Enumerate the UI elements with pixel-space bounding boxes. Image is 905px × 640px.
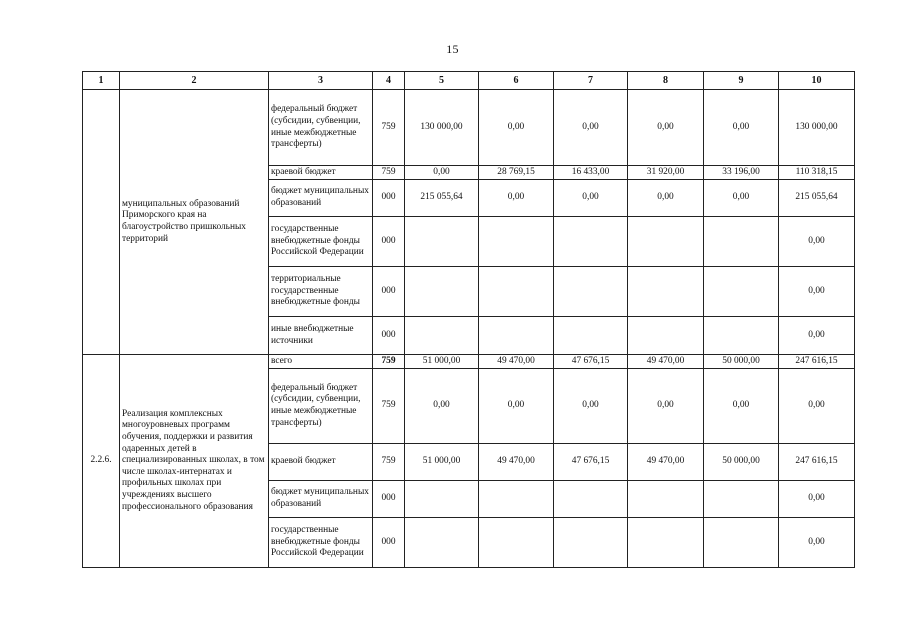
funding-source-cell: краевой бюджет — [269, 444, 373, 481]
funding-source-cell: государственные внебюджетные фонды Российской Федерации — [269, 217, 373, 267]
budget-code-cell: 000 — [373, 518, 405, 568]
value-cell — [479, 481, 554, 518]
column-header: 9 — [704, 72, 779, 90]
funding-source-cell: государственные внебюджетные фонды Российской Федерации — [269, 518, 373, 568]
column-header: 1 — [83, 72, 120, 90]
budget-code-cell: 759 — [373, 444, 405, 481]
funding-source-cell: федеральный бюджет (субсидии, субвенции, иные межбюджетные трансферты) — [269, 369, 373, 444]
column-header: 2 — [120, 72, 269, 90]
funding-source-cell: территориальные государственные внебюджетные фонды — [269, 267, 373, 317]
value-cell: 51 000,00 — [405, 444, 479, 481]
table-row — [83, 355, 855, 369]
value-cell: 47 676,15 — [554, 355, 628, 369]
value-cell: 16 433,00 — [554, 166, 628, 180]
column-header: 6 — [479, 72, 554, 90]
funding-source-cell: иные внебюджетные источники — [269, 317, 373, 355]
value-cell: 49 470,00 — [628, 355, 704, 369]
value-cell: 0,00 — [479, 369, 554, 444]
value-cell — [554, 217, 628, 267]
budget-table — [82, 71, 855, 568]
value-cell — [628, 317, 704, 355]
total-cell: 0,00 — [779, 317, 855, 355]
total-cell: 215 055,64 — [779, 180, 855, 217]
value-cell: 0,00 — [704, 369, 779, 444]
table-header-row — [83, 72, 855, 90]
value-cell: 0,00 — [554, 90, 628, 166]
funding-source-cell: краевой бюджет — [269, 166, 373, 180]
column-header: 4 — [373, 72, 405, 90]
total-cell: 0,00 — [779, 481, 855, 518]
value-cell: 0,00 — [405, 369, 479, 444]
total-cell: 0,00 — [779, 217, 855, 267]
funding-source-cell: бюджет муниципальных образований — [269, 180, 373, 217]
budget-code-cell: 000 — [373, 481, 405, 518]
value-cell: 0,00 — [479, 90, 554, 166]
value-cell: 0,00 — [479, 180, 554, 217]
column-header: 7 — [554, 72, 628, 90]
value-cell: 49 470,00 — [628, 444, 704, 481]
value-cell — [704, 481, 779, 518]
value-cell — [405, 217, 479, 267]
item-title-cell: Реализация комплексных многоуровневых программ обучения, поддержки и развития одаренных детей в специализированных школах, в том числе школах-интернатах и профильных школах при учреждениях высшего профессионального образования — [120, 355, 269, 568]
total-cell: 110 318,15 — [779, 166, 855, 180]
total-cell: 247 616,15 — [779, 444, 855, 481]
total-cell: 0,00 — [779, 267, 855, 317]
value-cell — [704, 317, 779, 355]
value-cell — [704, 518, 779, 568]
value-cell: 0,00 — [554, 180, 628, 217]
value-cell — [628, 217, 704, 267]
table-row — [83, 90, 855, 166]
total-cell: 0,00 — [779, 518, 855, 568]
budget-code-cell: 759 — [373, 369, 405, 444]
budget-code-cell: 759 — [373, 90, 405, 166]
page-number: 15 — [446, 42, 459, 56]
funding-source-cell: федеральный бюджет (субсидии, субвенции, иные межбюджетные трансферты) — [269, 90, 373, 166]
value-cell — [628, 518, 704, 568]
value-cell — [479, 518, 554, 568]
budget-code-cell: 000 — [373, 217, 405, 267]
value-cell: 51 000,00 — [405, 355, 479, 369]
budget-code-cell: 000 — [373, 180, 405, 217]
value-cell: 0,00 — [628, 180, 704, 217]
value-cell: 0,00 — [628, 90, 704, 166]
value-cell: 31 920,00 — [628, 166, 704, 180]
value-cell — [554, 267, 628, 317]
value-cell — [554, 317, 628, 355]
budget-code-cell: 759 — [373, 166, 405, 180]
value-cell: 215 055,64 — [405, 180, 479, 217]
value-cell — [554, 481, 628, 518]
value-cell: 49 470,00 — [479, 444, 554, 481]
value-cell: 0,00 — [704, 180, 779, 217]
column-header: 8 — [628, 72, 704, 90]
value-cell — [479, 267, 554, 317]
value-cell: 49 470,00 — [479, 355, 554, 369]
column-header: 3 — [269, 72, 373, 90]
value-cell: 28 769,15 — [479, 166, 554, 180]
value-cell: 0,00 — [704, 90, 779, 166]
value-cell — [554, 518, 628, 568]
budget-code-cell: 000 — [373, 267, 405, 317]
value-cell: 50 000,00 — [704, 355, 779, 369]
total-cell: 247 616,15 — [779, 355, 855, 369]
value-cell — [405, 267, 479, 317]
funding-source-cell: всего — [269, 355, 373, 369]
value-cell: 0,00 — [628, 369, 704, 444]
value-cell — [704, 267, 779, 317]
value-cell — [405, 317, 479, 355]
budget-code-cell: 000 — [373, 317, 405, 355]
item-code-cell: 2.2.6. — [83, 355, 120, 568]
value-cell — [405, 481, 479, 518]
item-code-cell — [83, 90, 120, 355]
value-cell — [704, 217, 779, 267]
value-cell — [628, 481, 704, 518]
column-header: 10 — [779, 72, 855, 90]
value-cell — [405, 518, 479, 568]
total-cell: 0,00 — [779, 369, 855, 444]
budget-code-cell: 759 — [373, 355, 405, 369]
column-header: 5 — [405, 72, 479, 90]
value-cell: 47 676,15 — [554, 444, 628, 481]
total-cell: 130 000,00 — [779, 90, 855, 166]
value-cell: 0,00 — [405, 166, 479, 180]
value-cell: 33 196,00 — [704, 166, 779, 180]
value-cell: 0,00 — [554, 369, 628, 444]
item-title-cell: муниципальных образований Приморского края на благоустройство пришкольных территорий — [120, 90, 269, 355]
value-cell — [628, 267, 704, 317]
value-cell — [479, 317, 554, 355]
value-cell — [479, 217, 554, 267]
funding-source-cell: бюджет муниципальных образований — [269, 481, 373, 518]
value-cell: 130 000,00 — [405, 90, 479, 166]
value-cell: 50 000,00 — [704, 444, 779, 481]
